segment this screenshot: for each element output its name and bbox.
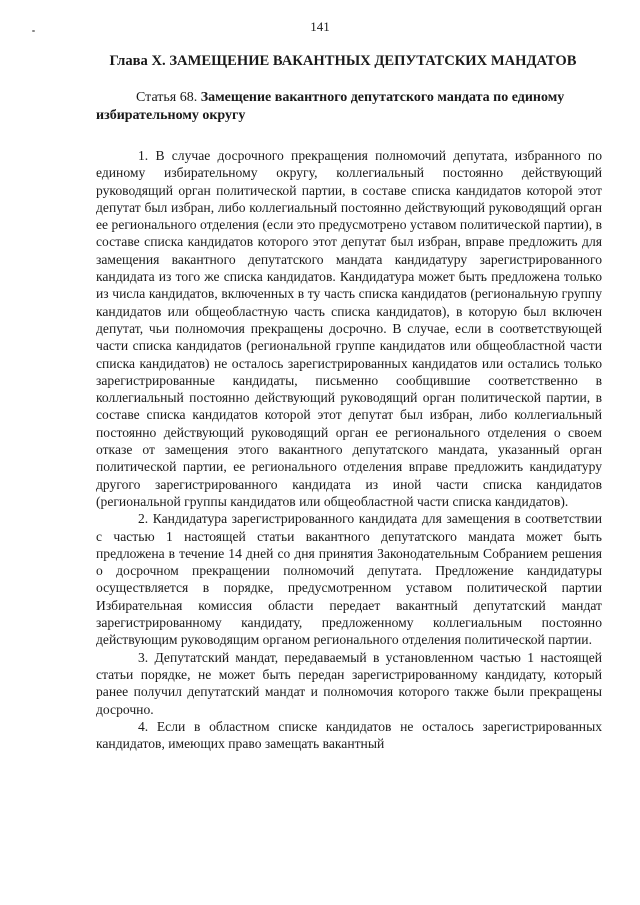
chapter-title: Глава X. ЗАМЕЩЕНИЕ ВАКАНТНЫХ ДЕПУТАТСКИХ МАНДАТОВ xyxy=(109,53,577,69)
article-body xyxy=(96,147,602,752)
article-heading xyxy=(96,89,602,125)
paragraph-4: 4. Если в областном списке кандидатов не осталось зарегистрированных кандидатов, имеющих право замещать вакантный xyxy=(96,718,602,752)
page-number: 141 xyxy=(310,19,330,34)
paragraph-1: 1. В случае досрочного прекращения полномочий депутата, избранного по единому избирательному округу, коллегиальный постоянно действующий руководящий орган политической партии, в составе списка кандидатов которой этот депутат был избран, либо коллегиальный постоянно действующий руководящий орган ее регионального отделения (если это предусмотрено уставом политической партии), в составе списка кандидатов которого этот депутат был избран, вправе предложить для замещения вакантного депутатского мандата кандидатуру зарегистрированного кандидата из того же списка кандидатов. Кандидатура может быть предложена только из числа кандидатов, включенных в ту часть списка кандидатов (региональную группу кандидатов или общеобластную часть списка кандидатов), в которую был включен депутат, чьи полномочия прекращены досрочно. В случае, если в соответствующей части списка кандидатов (региональной группе кандидатов или общеобластной части списка кандидатов) не осталось зарегистрированных кандидатов или остались только зарегистрированные кандидаты, письменно сообщившие соответственно в коллегиальный постоянно действующий руководящий орган политической партии, в составе списка кандидатов которой этот депутат был избран, либо коллегиальный постоянно действующий руководящий орган ее регионального отделения о своем отказе от замещения этого вакантного депутатского мандата, указанный орган политической партии, ее регионального отделения вправе предложить кандидатуру другого зарегистрированного кандидата из иной части списка кандидатов (региональной группы кандидатов или общеобластной части списка кандидатов). xyxy=(96,148,602,509)
paragraph-2: 2. Кандидатура зарегистрированного кандидата для замещения в соответствии с частью 1 настоящей статьи вакантного депутатского мандата может быть предложена в течение 14 дней со дня принятия Законодательным Собранием решения о досрочном прекращении полномочий депутата. Предложение кандидатуры осуществляется в порядке, предусмотренном уставом политической партии Избирательная комиссия области передает вакантный депутатский мандат зарегистрированному кандидату, предложенному коллегиальным постоянно действующим руководящим органом регионального отделения политической партии. xyxy=(96,511,602,648)
article-title: Замещение вакантного депутатского мандата по единому избирательному округу xyxy=(96,90,565,123)
article-label: Статья 68. xyxy=(136,90,198,105)
paragraph-3: 3. Депутатский мандат, передаваемый в установленном частью 1 настоящей статьи порядке, не может быть передан зарегистрированному кандидату, который ранее получил депутатский мандат и полномочия которого также были прекращены досрочно. xyxy=(96,649,602,717)
